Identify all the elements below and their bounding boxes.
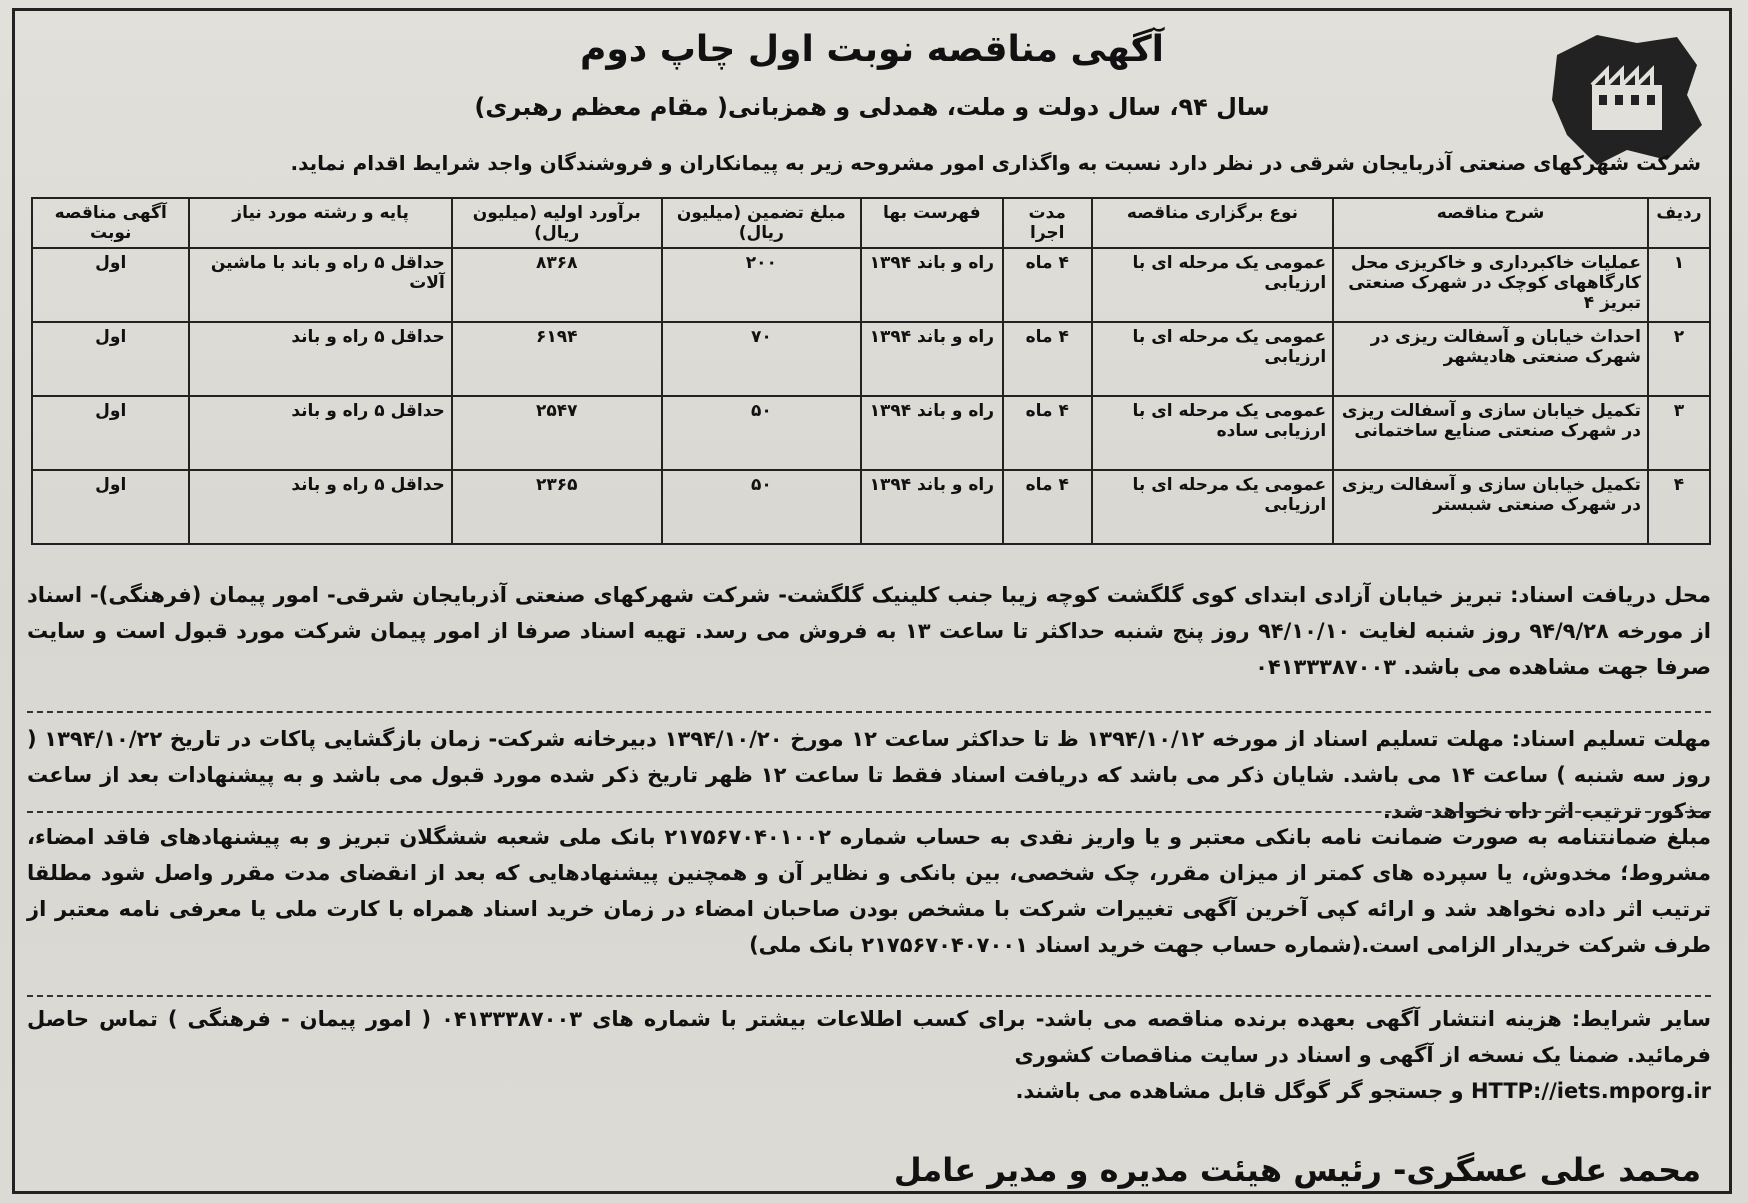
required-grade: حداقل ۵ راه و باند با ماشین آلات (189, 248, 451, 322)
notice-round: اول (32, 470, 189, 544)
header-cell: فهرست بها (861, 198, 1003, 248)
row-number: ۴ (1648, 470, 1710, 544)
table-row (32, 322, 1710, 396)
initial-estimate: ۸۳۶۸ (452, 248, 662, 322)
divider (27, 811, 1711, 813)
notice-subtitle: سال ۹۴، سال دولت و ملت، همدلی و همزبانی( مقام معظم رهبری) (474, 93, 1270, 121)
guarantee-amount: ۷۰ (662, 322, 861, 396)
header-cell: شرح مناقصه (1333, 198, 1648, 248)
notice-round: اول (32, 322, 189, 396)
tender-description: تکمیل خیابان سازی و آسفالت ریزی در شهرک صنعتی شبستر (1333, 470, 1648, 544)
tender-description: تکمیل خیابان سازی و آسفالت ریزی در شهرک صنعتی صنایع ساختمانی (1333, 396, 1648, 470)
table-row (32, 248, 1710, 322)
initial-estimate: ۲۳۶۵ (452, 470, 662, 544)
required-grade: حداقل ۵ راه و باند (189, 470, 451, 544)
required-grade: حداقل ۵ راه و باند (189, 322, 451, 396)
other-conditions-section (27, 1001, 1711, 1109)
header-cell: مبلغ تضمین (میلیون ریال) (662, 198, 861, 248)
divider (27, 711, 1711, 713)
guarantee-amount: ۲۰۰ (662, 248, 861, 322)
tender-type: عمومی یک مرحله ای با ارزیابی ساده (1092, 396, 1333, 470)
notice-round: اول (32, 396, 189, 470)
row-number: ۳ (1648, 396, 1710, 470)
documents-section: محل دریافت اسناد: تبریز خیابان آزادی ابتدای کوی گلگشت کوچه زیبا جنب کلینیک گلگشت- شرکت شهرکهای صنعتی آذربایجان شرقی- امور پیمان (فرهنگی)- اسناد از مورخه ۹۴/۹/۲۸ روز شنبه لغایت ۹۴/۱۰/۱۰ روز پنج شنبه حداکثر تا ساعت ۱۳ به فروش می رسد. تهیه اسناد صرفا از امور پیمان شرکت مورد قبول است و سایت صرفا جهت مشاهده می باشد. ۰۴۱۳۳۳۸۷۰۰۳ (27, 583, 1712, 679)
price-list: راه و باند ۱۳۹۴ (861, 470, 1003, 544)
tender-description: احداث خیابان و آسفالت ریزی در شهرک صنعتی هادیشهر (1333, 322, 1648, 396)
row-number: ۲ (1648, 322, 1710, 396)
initial-estimate: ۲۵۴۷ (452, 396, 662, 470)
duration: ۴ ماه (1003, 322, 1092, 396)
duration: ۴ ماه (1003, 470, 1092, 544)
table-header-row (32, 198, 1710, 248)
signature: محمد علی عسگری- رئیس هیئت مدیره و مدیر عامل (893, 1151, 1701, 1189)
tender-table (31, 197, 1711, 545)
tender-notice (12, 8, 1732, 1194)
duration: ۴ ماه (1003, 396, 1092, 470)
tender-type: عمومی یک مرحله ای با ارزیابی (1092, 470, 1333, 544)
tender-description: عملیات خاکبرداری و خاکریزی محل کارگاههای کوچک در شهرک صنعتی تبریز ۴ (1333, 248, 1648, 322)
duration: ۴ ماه (1003, 248, 1092, 322)
notice-title: آگهی مناقصه نوبت اول چاپ دوم (579, 29, 1165, 70)
row-number: ۱ (1648, 248, 1710, 322)
table-row (32, 470, 1710, 544)
required-grade: حداقل ۵ راه و باند (189, 396, 451, 470)
header-cell: پایه و رشته مورد نیاز (189, 198, 451, 248)
guarantee-section: مبلغ ضمانتنامه به صورت ضمانت نامه بانکی معتبر و یا واریز نقدی به حساب شماره ۲۱۷۵۶۷۰۴۰۱۰۰۲ بانک ملی شعبه ششگلان تبریز و به پیشنهادهای فاقد امضاء، مشروط؛ مخدوش، یا سپرده های کمتر از میزان مقرر، چک شخصی، بین بانکی و نظایر آن و همچنین پیشنهادهایی که بعد از انقضای مدت مقرر واصل شود مطلقا ترتیب اثر داده نخواهد شد و ارائه کپی آخرین آگهی تغییرات شرکت با مشخص بودن صاحبان امضاء در زمان خرید اسناد همراه با کارت ملی یا معرفی نامه معتبر از طرف شرکت خریدار الزامی است.(شماره حساب جهت خرید اسناد ۲۱۷۵۶۷۰۴۰۷۰۰۱ بانک ملی) (27, 825, 1711, 957)
tender-site-link[interactable]: HTTP://iets.mporg.ir (1470, 1079, 1711, 1103)
divider (27, 995, 1711, 997)
guarantee-amount: ۵۰ (662, 470, 861, 544)
header-cell: آگهی مناقصه نوبت (32, 198, 189, 248)
notice-intro: شرکت شهرکهای صنعتی آذربایجان شرقی در نظر دارد نسبت به واگذاری امور مشروحه زیر به پیمانکاران و فروشندگان واجد شرایط اقدام نماید. (290, 151, 1701, 175)
price-list: راه و باند ۱۳۹۴ (861, 396, 1003, 470)
header-cell: مدت اجرا (1003, 198, 1092, 248)
site-tail-text: و جستجو گر گوگل قابل مشاهده می باشند. (1015, 1079, 1471, 1103)
header-cell: نوع برگزاری مناقصه (1092, 198, 1333, 248)
header-cell: برآورد اولیه (میلیون ریال) (452, 198, 662, 248)
tender-type: عمومی یک مرحله ای با ارزیابی (1092, 322, 1333, 396)
price-list: راه و باند ۱۳۹۴ (861, 322, 1003, 396)
guarantee-amount: ۵۰ (662, 396, 861, 470)
price-list: راه و باند ۱۳۹۴ (861, 248, 1003, 322)
notice-round: اول (32, 248, 189, 322)
other-conditions-text: سایر شرایط: هزینه انتشار آگهی بعهده برنده مناقصه می باشد- برای کسب اطلاعات بیشتر با شماره های ۰۴۱۳۳۳۸۷۰۰۳ ( امور پیمان - فرهنگی ) تماس حاصل فرمائید. ضمنا یک نسخه از آگهی و اسناد در سایت مناقصات کشوری (27, 1007, 1711, 1067)
initial-estimate: ۶۱۹۴ (452, 322, 662, 396)
table-row (32, 396, 1710, 470)
deadline-section: مهلت تسلیم اسناد: مهلت تسلیم اسناد از مورخه ۱۳۹۴/۱۰/۱۲ ظ تا حداکثر ساعت ۱۲ مورخ ۱۳۹۴/۱۰/۲۰ دبیرخانه شرکت- زمان بازگشایی پاکات در تاریخ ۱۳۹۴/۱۰/۲۲ ( روز سه شنبه ) ساعت ۱۴ می باشد. شایان ذکر می باشد که دریافت اسناد فقط تا ساعت ۱۲ ظهر تاریخ ذکر شده مورد قبول می باشد و به پیشنهادات بعد از ساعت مذکور ترتیب اثر داه نخواهد شد. (27, 727, 1711, 823)
header-cell: ردیف (1648, 198, 1710, 248)
tender-type: عمومی یک مرحله ای با ارزیابی (1092, 248, 1333, 322)
